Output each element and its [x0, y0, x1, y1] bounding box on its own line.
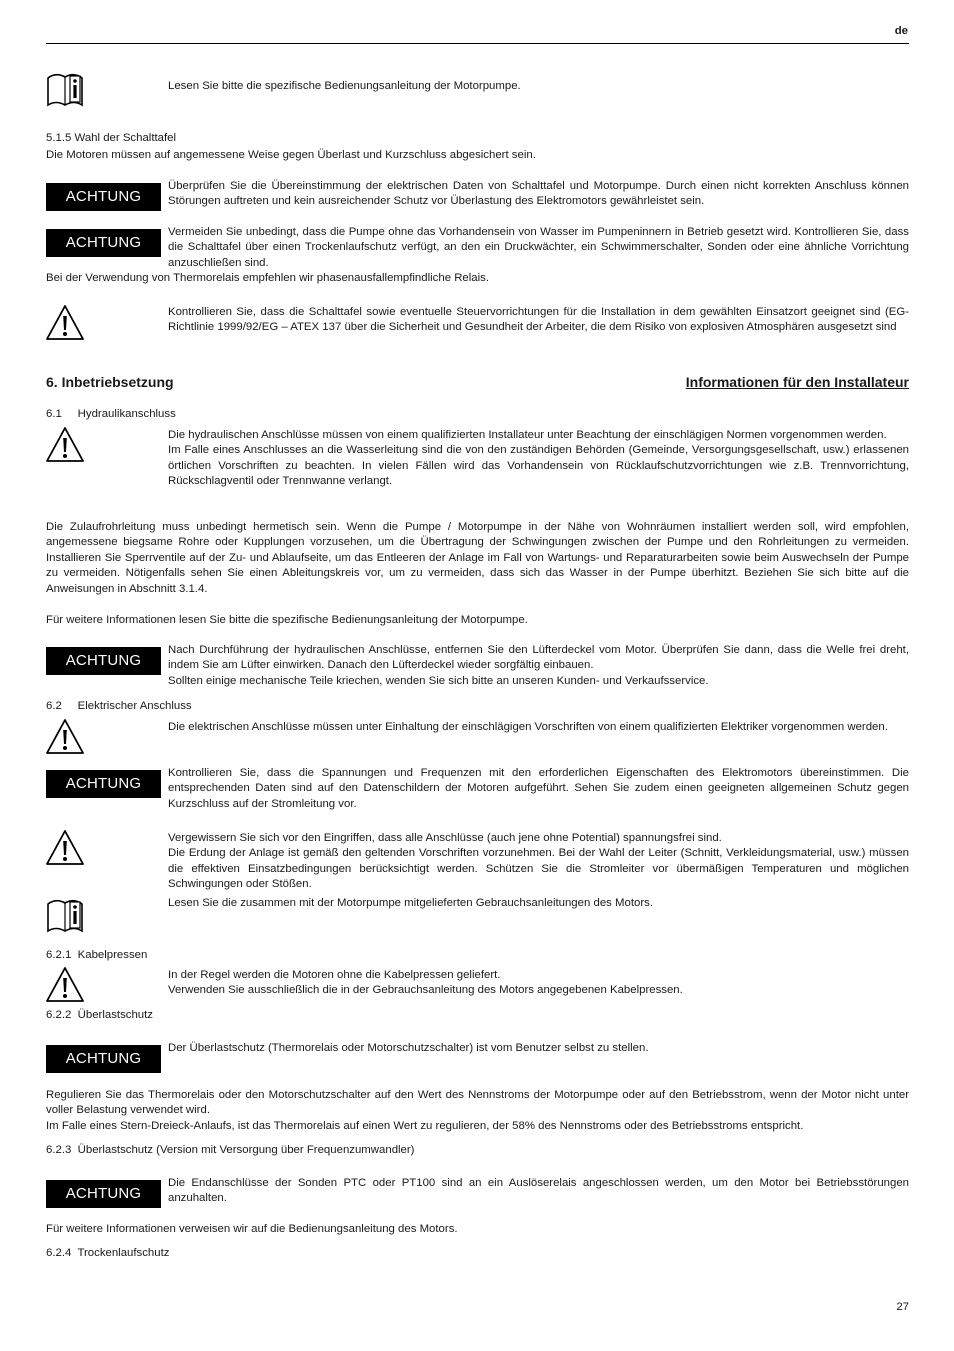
- achtung-badge: ACHTUNG: [46, 1045, 161, 1073]
- warning-voltage-text: Vergewissern Sie sich vor den Eingriffen, dass alle Anschlüsse (auch jene ohne Potential) spannungsfrei sind. Die Erdung der Anlage ist gemäß den geltenden Vorschriften vorzunehmen. Bei der Wahl der Leiter (Schnitt, Verkleidungsmaterial, usw.) müssen die effektiven Einsatzbedingungen berücksichtigt werden. Schützen Sie die Stromleiter vor übermäßigen Temperaturen und möglichen Schwingungen oder Stößen.: [168, 832, 909, 891]
- section-6-right-title: Informationen für den Installateur: [685, 374, 909, 390]
- section-6-title: 6. Inbetriebsetzung: [46, 374, 174, 390]
- weitere-info-text-2: Für weitere Informationen verweisen wir auf die Bedienungsanleitung des Motors.: [46, 1223, 458, 1235]
- warning-hydraulic-text: Die hydraulischen Anschlüsse müssen von einem qualifizierten Installateur unter Beachtung der einschlägigen Normen vorgenommen werden. Im Falle eines Anschlusses an die Wasserleitung sind die von den zuständigen Behörden (Gemeinde, Versorgungsgesellschaft, usw.) erlassenen örtlichen Vorschriften zu beachten. In vielen Fällen wird das Vorhandensein von Rücklaufschutzvorrichtungen wie z.B. Trennvorrichtung, Rückschlagventil oder Trennwanne verlangt.: [168, 429, 909, 488]
- warning-triangle-icon: [46, 966, 86, 1009]
- section-6-2-4-title: 6.2.4 Trockenlaufschutz: [46, 1247, 170, 1259]
- achtung-badge: ACHTUNG: [46, 1180, 161, 1208]
- achtung-badge: ACHTUNG: [46, 647, 161, 675]
- warning-triangle-icon: [46, 426, 86, 469]
- section-6-2-1-title: 6.2.1 Kabelpressen: [46, 949, 148, 961]
- achtung-text-6: Die Endanschlüsse der Sonden PTC oder PT100 sind an ein Auslöserelais angeschlossen werden, um den Motor bei Betriebsstörungen anzuhalten.: [168, 1177, 909, 1205]
- section-6-1-title: 6.1 Hydraulikanschluss: [46, 408, 176, 420]
- manual-book-icon: [46, 70, 86, 113]
- achtung-text-3: Nach Durchführung der hydraulischen Anschlüsse, entfernen Sie den Lüfterdeckel vom Motor. Überprüfen Sie dann, dass die Welle frei dreht, indem Sie am Lüfter einwirken. Danach den Lüfterdeckel wieder sorgfältig einbauen. Sollten einige mechanische Teile kriechen, wenden Sie sich bitte an unseren Kunden- und Verkaufsservice.: [168, 644, 909, 687]
- warning-electric-text: Die elektrischen Anschlüsse müssen unter Einhaltung der einschlägigen Vorschriften von einem qualifizierten Elektriker vorgenommen werden.: [168, 721, 888, 733]
- warning-triangle-icon: [46, 829, 86, 872]
- intro-read-text: Lesen Sie bitte die spezifische Bedienungsanleitung der Motorpumpe.: [168, 80, 521, 92]
- achtung-text-1: Überprüfen Sie die Übereinstimmung der elektrischen Daten von Schalttafel und Motorpumpe. Durch einen nicht korrekten Anschluss können Störungen auftreten und kein ausreichender Schutz vor Überlastung des Elektromotors gewährleistet sein.: [168, 180, 909, 208]
- zulauf-text: Die Zulaufrohrleitung muss unbedingt hermetisch sein. Wenn die Pumpe / Motorpumpe in der Nähe von Wohnräumen installiert werden soll, wird empfohlen, angemessene biegsame Rohre oder Kupplungen vorzusehen, um die Übertragung der Schwingungen zwischen der Pumpe und den Rohrleitungen zu vermeiden. Installieren Sie Sperrventile auf der Zu- und Ablaufseite, um das Entleeren der Anlage im Fall von Wartungs- und Reparaturarbeiten sowie beim Auswechseln der Pumpe zu vermeiden. Nötigenfalls sehen Sie einen Ableitungskreis vor, um zu vermeiden, dass sich das Wasser in der Pumpe überhitzt. Beziehen Sie sich bitte auf die Anweisungen in Abschnitt 3.1.4.: [46, 521, 909, 595]
- section-5-1-5-title: 5.1.5 Wahl der Schalttafel: [46, 132, 177, 144]
- section-6-2-3-title: 6.2.3 Überlastschutz (Version mit Versorgung über Frequenzumwandler): [46, 1144, 415, 1156]
- manual-book-icon: [46, 896, 86, 939]
- language-label: de: [894, 25, 908, 37]
- warning-cable-text: In der Regel werden die Motoren ohne die Kabelpressen geliefert. Verwenden Sie ausschließlich die in der Gebrauchsanleitung des Motors angegebenen Kabelpressen.: [168, 969, 683, 997]
- warning-triangle-icon: [46, 718, 86, 761]
- header-rule: [46, 43, 909, 44]
- weitere-info-text: Für weitere Informationen lesen Sie bitte die spezifische Bedienungsanleitung der Motorpumpe.: [46, 614, 528, 626]
- section-6-2-title: 6.2 Elektrischer Anschluss: [46, 700, 192, 712]
- section-5-1-5-text: Die Motoren müssen auf angemessene Weise gegen Überlast und Kurzschluss abgesichert sein.: [46, 149, 536, 161]
- achtung-badge: ACHTUNG: [46, 770, 161, 798]
- thermorelais-text: Bei der Verwendung von Thermorelais empfehlen wir phasenausfallempfindliche Relais.: [46, 272, 490, 284]
- read-motor-manual-text: Lesen Sie die zusammen mit der Motorpumpe mitgelieferten Gebrauchsanleitungen des Motors.: [168, 897, 653, 909]
- page-number: 27: [896, 1301, 909, 1313]
- section-6-2-2-title: 6.2.2 Überlastschutz: [46, 1009, 153, 1021]
- achtung-text-2: Vermeiden Sie unbedingt, dass die Pumpe ohne das Vorhandensein von Wasser im Pumpeninnern in Betrieb gesetzt wird. Kontrollieren Sie, dass die Schalttafel über einen Trockenlaufschutz verfügt, an den ein Druckwächter, ein Schwimmerschalter, Sonden oder eine ähnliche Vorrichtung anzuschließen sind.: [168, 226, 909, 269]
- warning-triangle-icon: [46, 304, 86, 347]
- achtung-badge: ACHTUNG: [46, 183, 161, 211]
- achtung-badge: ACHTUNG: [46, 229, 161, 257]
- regulieren-text: Regulieren Sie das Thermorelais oder den Motorschutzschalter auf den Wert des Nennstroms der Motorpumpe oder auf den Betriebsstrom, wenn der Motor nicht unter voller Belastung verwendet wird. Im Falle eines Stern-Dreieck-Anlaufs, ist das Thermorelais auf einen Wert zu regulieren, der 58% des Nennstroms oder des Betriebsstroms entspricht.: [46, 1089, 909, 1132]
- achtung-text-5: Der Überlastschutz (Thermorelais oder Motorschutzschalter) ist vom Benutzer selbst zu stellen.: [168, 1042, 649, 1054]
- warning-atex-text: Kontrollieren Sie, dass die Schalttafel sowie eventuelle Steuervorrichtungen für die Installation in dem gewählten Einsatzort geeignet sind (EG-Richtlinie 1999/92/EG – ATEX 137 über die Sicherheit und Gesundheit der Arbeiter, die dem Risiko von explosiven Atmosphären ausgesetzt sind: [168, 306, 909, 334]
- achtung-text-4: Kontrollieren Sie, dass die Spannungen und Frequenzen mit den erforderlichen Eigenschaften des Elektromotors übereinstimmen. Die entsprechenden Daten sind auf den Datenschildern der Motoren aufgeführt. Sehen Sie zudem einen geeigneten allgemeinen Schutz gegen Kurzschluss auf der Stromleitung vor.: [168, 767, 909, 810]
